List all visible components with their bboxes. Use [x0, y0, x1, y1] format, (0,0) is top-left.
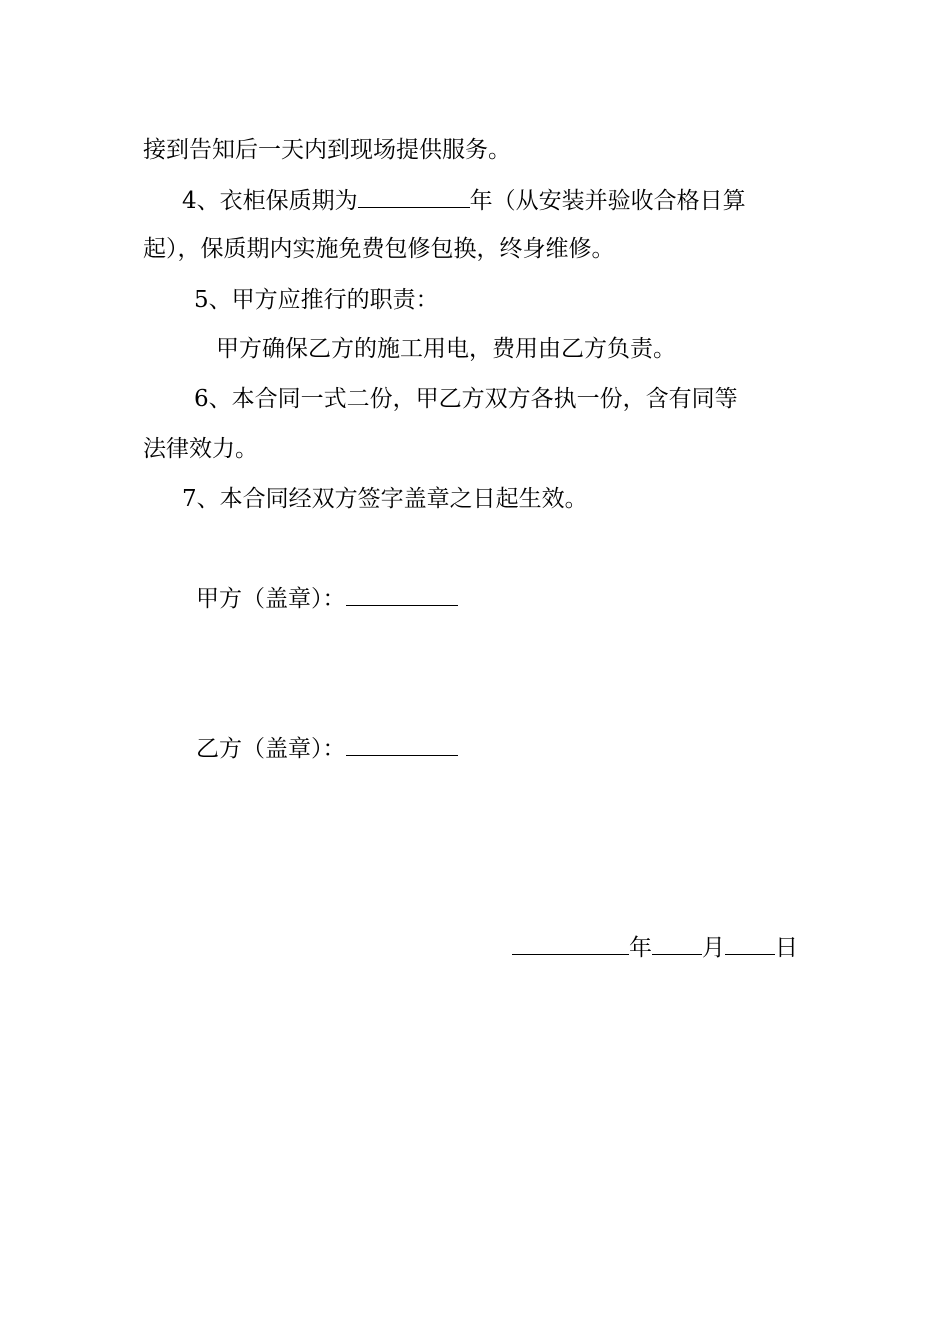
party-b-signature-blank[interactable] — [346, 733, 458, 756]
month-label: 月 — [702, 935, 725, 961]
clause-4-text: 起），保质期内实施免费包修包换，终身维修。 — [143, 236, 615, 262]
warranty-years-blank[interactable] — [358, 185, 470, 208]
year-label: 年 — [629, 935, 652, 961]
clause-6-text-2: 法律效力。 — [143, 436, 258, 462]
contract-line-1 — [143, 135, 511, 165]
clause-4-suffix: 年（从安装并验收合格日算 — [469, 188, 746, 214]
month-blank[interactable] — [652, 932, 702, 955]
day-blank[interactable] — [725, 932, 775, 955]
clause-6-line-1 — [194, 384, 738, 414]
clause-5-title — [194, 285, 439, 315]
party-a-signature-blank[interactable] — [346, 583, 458, 606]
contract-text: 接到告知后一天内到现场提供服务。 — [143, 137, 511, 163]
clause-4-prefix: 4、衣柜保质期为 — [182, 188, 358, 214]
date-line — [512, 932, 798, 963]
clause-5-body-text: 甲方确保乙方的施工用电，费用由乙方负责。 — [216, 336, 676, 362]
party-b-signature-line — [196, 733, 458, 764]
year-blank[interactable] — [512, 932, 629, 955]
clause-7-text: 7、本合同经双方签字盖章之日起生效。 — [182, 486, 588, 512]
clause-5-body — [216, 334, 676, 364]
clause-7 — [182, 484, 588, 514]
clause-5-title-text: 5、甲方应推行的职责： — [194, 287, 439, 313]
party-a-label: 甲方（盖章）： — [196, 586, 346, 612]
day-label: 日 — [775, 935, 798, 961]
party-b-label: 乙方（盖章）： — [196, 736, 346, 762]
clause-6-line-2 — [143, 434, 258, 464]
clause-4-line-1 — [182, 185, 746, 216]
clause-4-line-2 — [143, 234, 615, 264]
clause-6-text: 6、本合同一式二份，甲乙方双方各执一份，含有同等 — [194, 386, 738, 412]
party-a-signature-line — [196, 583, 458, 614]
